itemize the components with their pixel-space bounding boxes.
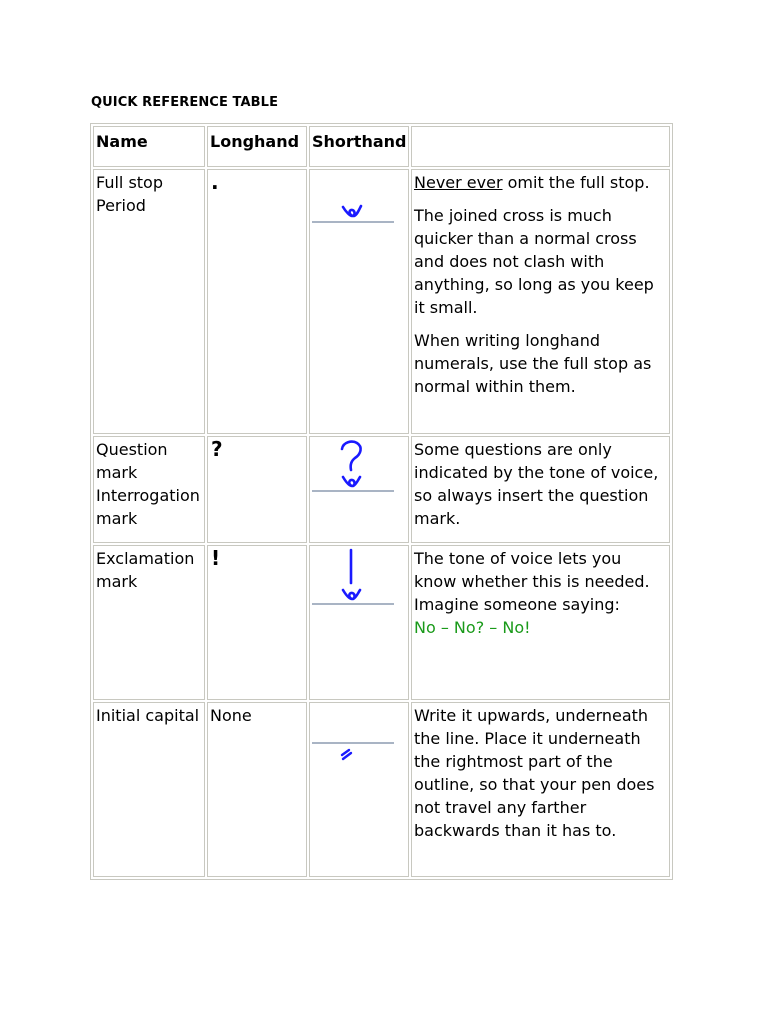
emphasis-text: Never ever: [414, 173, 503, 192]
note-cell: [411, 436, 670, 543]
longhand-cell: [207, 545, 307, 700]
header-notes: [411, 126, 670, 167]
name-line: Interrogation: [96, 486, 200, 505]
note-paragraph: Some questions are only indicated by the tone of voice, so always insert the question mark.: [414, 440, 659, 528]
name-line: Initial capital: [96, 706, 200, 725]
name-line: Question: [96, 440, 168, 459]
exclamation-mark-shorthand-icon: [312, 548, 394, 606]
name-line: mark: [96, 572, 138, 591]
longhand-cell: [207, 436, 307, 543]
longhand-symbol: ?: [211, 437, 223, 461]
question-mark-shorthand-icon: [312, 439, 394, 493]
note-paragraph: The joined cross is much quicker than a normal cross and does not clash with anything, so long as you keep it small.: [414, 206, 654, 317]
shorthand-cell: [309, 545, 409, 700]
longhand-symbol: .: [211, 170, 219, 194]
note-cell: [411, 169, 670, 434]
name-cell: [93, 169, 205, 434]
table-row: [93, 436, 670, 543]
initial-capital-shorthand-icon: [312, 705, 394, 761]
name-line: Full stop: [96, 173, 163, 192]
shorthand-cell: [309, 436, 409, 543]
longhand-cell: [207, 702, 307, 877]
quick-reference-table: [90, 123, 673, 880]
note-cell: [411, 545, 670, 700]
header-shorthand: Shorthand: [309, 126, 409, 167]
table-row: [93, 545, 670, 700]
table-row: [93, 702, 670, 877]
table-row: [93, 169, 670, 434]
name-line: mark: [96, 463, 138, 482]
full-stop-shorthand-icon: [312, 172, 394, 224]
shorthand-cell: [309, 702, 409, 877]
name-line: Period: [96, 196, 146, 215]
note-paragraph: [414, 171, 667, 194]
name-cell: [93, 702, 205, 877]
name-cell: [93, 545, 205, 700]
example-text: No – No? – No!: [414, 618, 531, 637]
shorthand-cell: [309, 169, 409, 434]
note-paragraph: When writing longhand numerals, use the full stop as normal within them.: [414, 331, 652, 396]
note-cell: [411, 702, 670, 877]
table-header-row: [93, 126, 670, 167]
header-name: Name: [93, 126, 205, 167]
note-text: The tone of voice lets you know whether this is needed. Imagine someone saying:: [414, 549, 650, 614]
longhand-value: None: [210, 706, 252, 725]
page-title: QUICK REFERENCE TABLE: [91, 95, 279, 110]
header-longhand: Longhand: [207, 126, 307, 167]
longhand-cell: [207, 169, 307, 434]
name-line: Exclamation: [96, 549, 195, 568]
name-cell: [93, 436, 205, 543]
note-paragraph: [414, 547, 667, 639]
note-text: omit the full stop.: [502, 173, 650, 192]
longhand-symbol: !: [211, 546, 221, 570]
name-line: mark: [96, 509, 138, 528]
note-paragraph: Write it upwards, underneath the line. Place it underneath the rightmost part of the outline, so that your pen does not travel any farther backwards than it has to.: [414, 706, 655, 840]
